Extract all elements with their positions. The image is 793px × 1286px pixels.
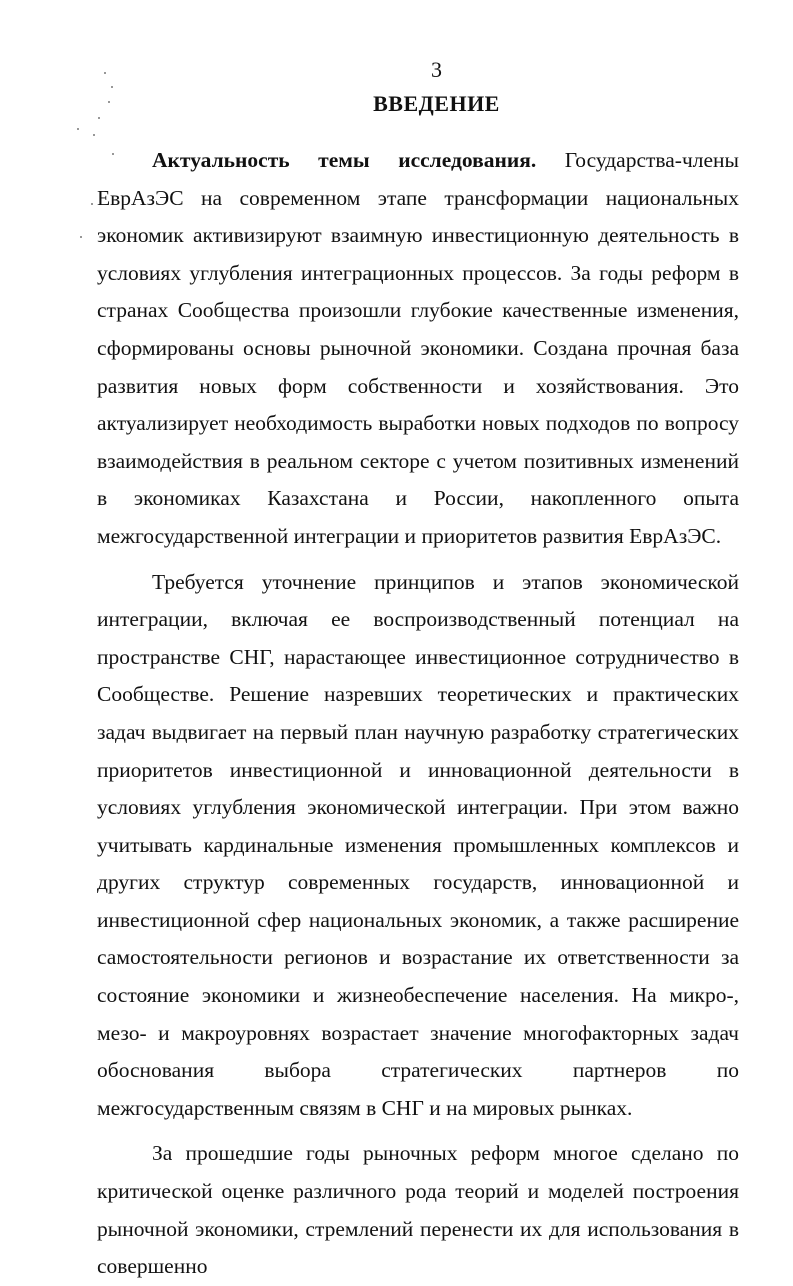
scan-speck	[80, 236, 82, 238]
paragraph-text: Требуется уточнение принципов и этапов экономической интеграции, включая ее воспроизводственный потенциал на пространстве СНГ, нарастающее инвестиционное сотрудничество в Сообществе. Решение назревших теоретических и практических задач выдвигает на первый план научную разработку стратегических приоритетов инвестиционной и инновационной деятельности в условиях углубления экономической интеграции. При этом важно учитывать кардинальные изменения промышленных комплексов и других структур современных государств, инновационной и инвестиционной сфер национальных экономик, а также расширение самостоятельности регионов и возрастание их ответственности за состояние экономики и жизнеобеспечение населения. На микро-, мезо- и макроуровнях возрастает значение многофакторных задач обоснования выбора стратегических партнеров по межгосударственным связям в СНГ и на мировых рынках.	[97, 569, 739, 1120]
paragraph-lead: Актуальность темы исследования.	[152, 148, 537, 172]
scan-speck	[111, 86, 113, 88]
scan-speck	[93, 134, 95, 136]
scan-speck	[77, 128, 79, 130]
paragraph-relevance	[97, 142, 739, 556]
page-number: 3	[431, 57, 442, 82]
body-text	[97, 142, 739, 1286]
paragraph-requirements	[97, 564, 739, 1128]
paragraph-text: За прошедшие годы рыночных реформ многое сделано по критической оценке различного рода теорий и моделей построения рыночной экономики, стремлений перенести их для использования в совершенно	[97, 1141, 739, 1279]
scan-speck	[91, 203, 93, 205]
paragraph-text: Государства-члены ЕврАзЭС на современном этапе трансформации национальных экономик активизируют взаимную инвестиционную деятельность в условиях углубления интеграционных процессов. За годы реформ в странах Сообщества произошли глубокие качественные изменения, сформированы основы рыночной экономики. Создана прочная база развития новых форм собственности и хозяйствования. Это актуализирует необходимость выработки новых подходов по вопросу взаимодействия в реальном секторе с учетом позитивных изменений в экономиках Казахстана и России, накопленного опыта межгосударственной интеграции и приоритетов развития ЕврАзЭС.	[97, 148, 740, 548]
paragraph-reforms	[97, 1135, 739, 1285]
section-title: ВВЕДЕНИЕ	[373, 91, 500, 116]
